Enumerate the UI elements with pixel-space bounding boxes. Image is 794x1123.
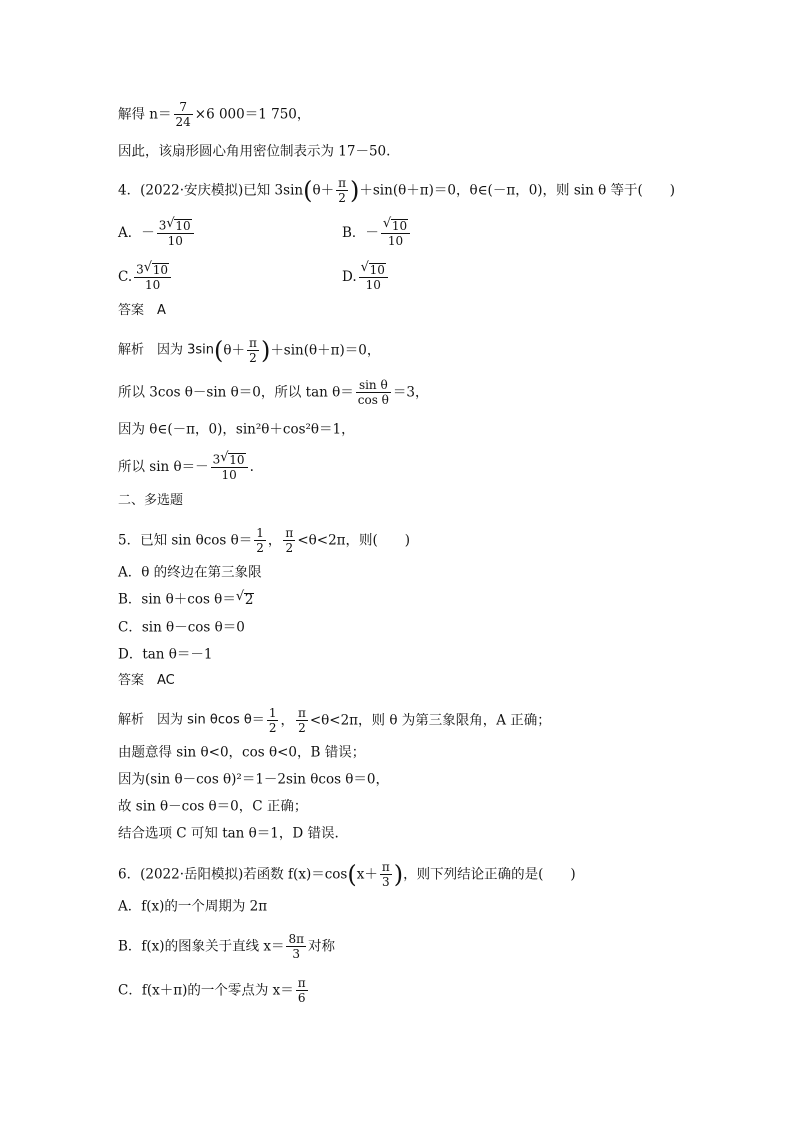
q6-option-c: C．f(x＋π)的一个零点为 x＝ $\frac{\pi}{6}$ bbox=[118, 976, 306, 1005]
q5-option-c: C．sin θ－cos θ＝0 bbox=[118, 619, 245, 636]
q6-option-b: B．f(x)的图象关于直线 x＝ $\frac{8\pi}{3}$ 对称 bbox=[118, 932, 336, 961]
explanation-5-line-5: 结合选项 C 可知 tan θ＝1，D 错误. bbox=[118, 825, 339, 842]
q5-option-b: B．sin θ＋cos θ＝ √ 2 bbox=[118, 588, 254, 608]
q6-option-a: A．f(x)的一个周期为 2π bbox=[118, 898, 268, 915]
question-6: 6．(2022·岳阳模拟)若函数 f(x)＝cos(x＋ $\frac{\pi}{3}$ )，则下列结论正确的是( ) bbox=[118, 860, 576, 889]
conclusion-line: 因此，该扇形圆心角用密位制表示为 17－50. bbox=[118, 143, 391, 160]
q4-option-a: A．－ 3 √ 10 10 bbox=[118, 218, 196, 248]
question-5: 5．已知 sin θcos θ＝ $\frac{1}{2}$ ， $\frac{\pi}{2}$ <θ<2π，则( ) bbox=[118, 526, 411, 555]
explanation-5-line-3: 因为(sin θ－cos θ)²＝1－2sin θcos θ＝0， bbox=[118, 771, 390, 788]
q5-option-d: D．tan θ＝－1 bbox=[118, 646, 213, 663]
q4-option-d: D. √ 10 10 bbox=[342, 262, 390, 292]
fraction: $\frac{7}{24}$ bbox=[175, 100, 191, 129]
solution-line-n: 解得 n＝ $\frac{7}{24}$ ×6 000＝1 750， bbox=[118, 100, 311, 129]
explanation-5-line-1: 解析 因为 sin θcos θ＝ $\frac{1}{2}$ ， $\frac{\pi}{2}$ <θ<2π，则 θ 为第三象限角，A 正确； bbox=[118, 706, 551, 735]
answer-5: 答案 AC bbox=[118, 673, 175, 688]
explanation-4-line-3: 因为 θ∈(－π，0)，sin²θ＋cos²θ＝1， bbox=[118, 421, 355, 438]
explanation-5-line-4: 故 sin θ－cos θ＝0，C 正确； bbox=[118, 798, 308, 815]
q5-option-a: A．θ 的终边在第三象限 bbox=[118, 564, 262, 581]
explanation-4-line-1: 解析 因为 3sin(θ＋ $\frac{\pi}{2}$ )＋sin(θ＋π)＝0， bbox=[118, 336, 381, 365]
section-heading-multi-choice: 二、多选题 bbox=[118, 493, 184, 508]
answer-4: 答案 A bbox=[118, 303, 166, 318]
explanation-4-line-2: 所以 3cos θ－sin θ＝0，所以 tan θ＝ $\frac{\text{sin θ}}{\text{cos θ}}$ ＝3， bbox=[118, 378, 429, 407]
question-4: 4．(2022·安庆模拟)已知 3sin(θ＋ $\frac{\pi}{2}$ )＋sin(θ＋π)＝0，θ∈(－π，0)，则 sin θ 等于( ) bbox=[118, 176, 676, 205]
q4-option-b: B．－ √ 10 10 bbox=[342, 218, 412, 248]
explanation-5-line-2: 由题意得 sin θ<0，cos θ<0，B 错误； bbox=[118, 744, 366, 761]
explanation-4-line-4: 所以 sin θ＝－ 3 √ 10 10 . bbox=[118, 450, 254, 482]
q4-option-c: C. 3 √ 10 10 bbox=[118, 262, 173, 292]
